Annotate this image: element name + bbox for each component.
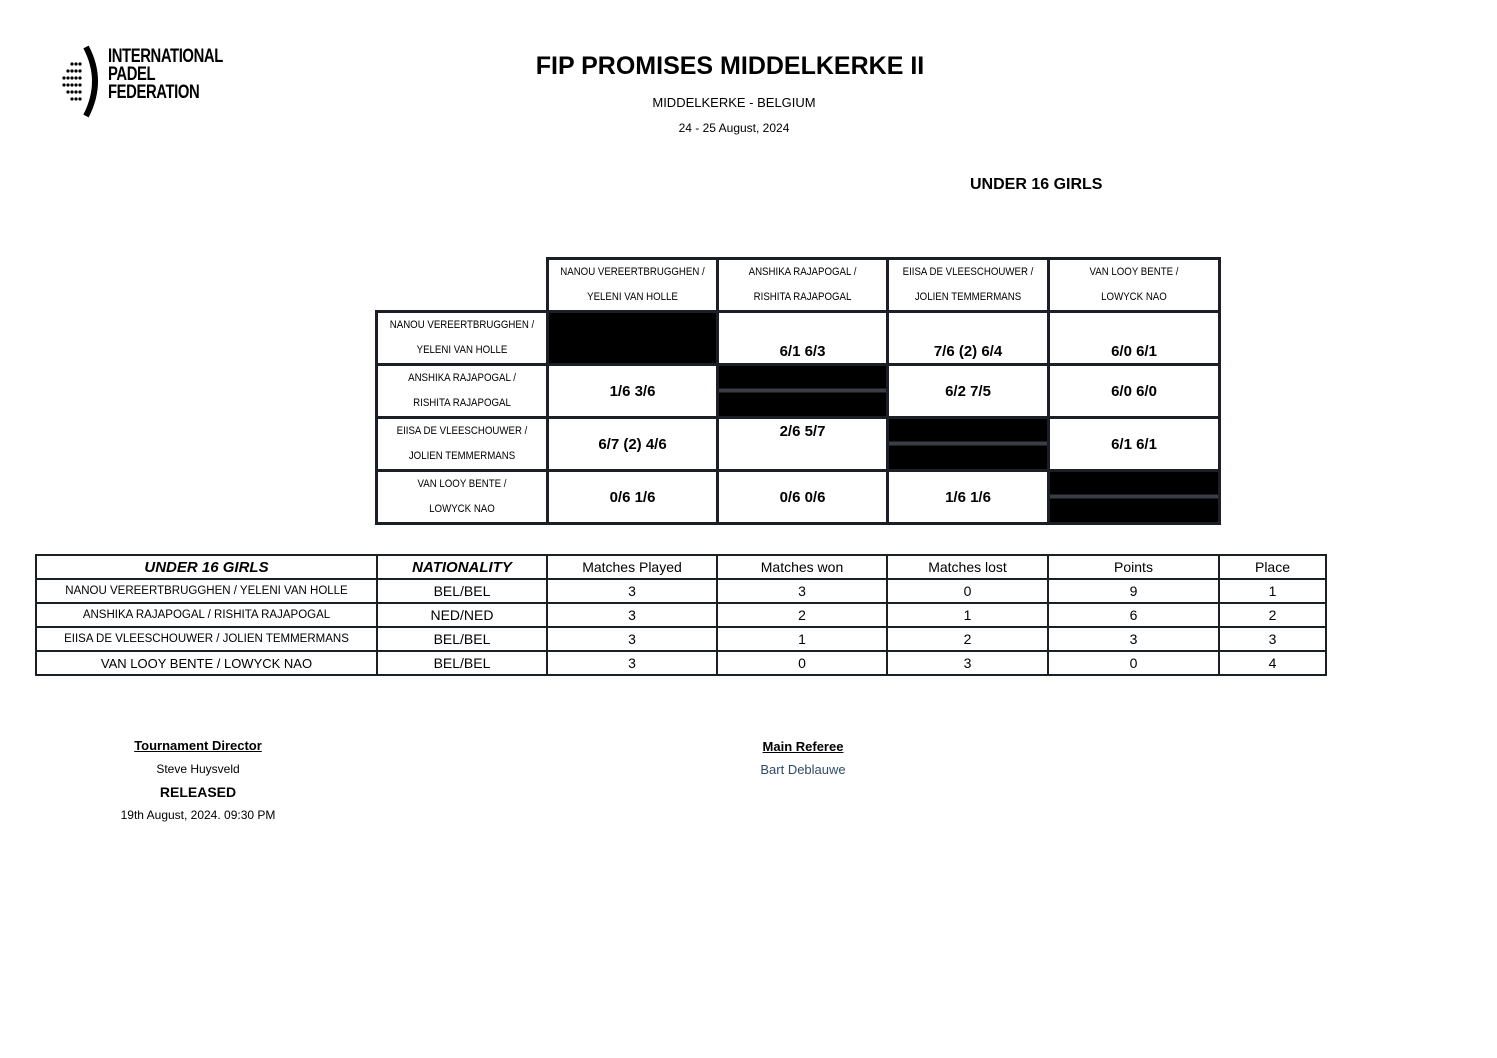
played-cell: 3 <box>547 579 717 603</box>
director-label: Tournament Director <box>134 738 262 753</box>
lost-cell: 0 <box>887 579 1048 603</box>
table-row <box>36 651 1326 675</box>
standings-header-row <box>36 555 1326 579</box>
standings-table <box>35 554 1327 676</box>
score-cell: 1/6 3/6 <box>548 365 718 418</box>
director-name: Steve Huysveld <box>156 762 240 776</box>
table-row <box>36 603 1326 627</box>
matrix-corner <box>377 259 548 312</box>
matrix-col-header <box>888 259 1049 312</box>
team-name-line: EIISA DE VLEESCHOUWER / <box>396 425 528 437</box>
score-cell: 6/1 6/1 <box>1049 418 1220 471</box>
nationality-cell: BEL/BEL <box>377 627 547 651</box>
nationality-cell: BEL/BEL <box>377 651 547 675</box>
logo-line: FEDERATION <box>108 82 200 103</box>
team-name-line: RISHITA RAJAPOGAL <box>753 291 852 303</box>
category-heading: UNDER 16 GIRLS <box>970 176 1103 193</box>
team-name-line: EIISA DE VLEESCHOUWER / <box>902 266 1034 278</box>
matrix-row-header <box>377 312 548 365</box>
lost-cell: 2 <box>887 627 1048 651</box>
results-matrix <box>375 257 1221 525</box>
played-cell: 3 <box>547 603 717 627</box>
column-header: Matches lost <box>887 555 1048 579</box>
matrix-row <box>377 471 1220 524</box>
score-cell: 7/6 (2) 6/4 <box>888 312 1049 365</box>
place-cell: 2 <box>1219 603 1326 627</box>
column-header: NATIONALITY <box>377 555 547 579</box>
points-cell: 9 <box>1048 579 1219 603</box>
score-cell: 6/2 7/5 <box>888 365 1049 418</box>
place-cell: 1 <box>1219 579 1326 603</box>
won-cell: 1 <box>717 627 887 651</box>
won-cell: 3 <box>717 579 887 603</box>
won-cell: 2 <box>717 603 887 627</box>
points-cell: 3 <box>1048 627 1219 651</box>
tournament-director-block <box>98 738 298 822</box>
score-cell: 6/1 6/3 <box>718 312 888 365</box>
matrix-diagonal-cell <box>718 365 888 418</box>
team-name-line: RISHITA RAJAPOGAL <box>413 397 511 409</box>
team-name-line: VAN LOOY BENTE / <box>417 478 507 490</box>
matrix-col-header <box>548 259 718 312</box>
logo-line: PADEL <box>108 64 156 85</box>
matrix-row-header <box>377 471 548 524</box>
matrix-row <box>377 365 1220 418</box>
team-name-line: LOWYCK NAO <box>1101 291 1167 303</box>
main-referee-block <box>703 739 903 777</box>
score-cell: 0/6 1/6 <box>548 471 718 524</box>
team-cell: ANSHIKA RAJAPOGAL / RISHITA RAJAPOGAL <box>36 603 377 627</box>
matrix-col-header <box>1049 259 1220 312</box>
team-name-line: ANSHIKA RAJAPOGAL / <box>408 372 516 384</box>
team-cell: VAN LOOY BENTE / LOWYCK NAO <box>36 651 377 675</box>
team-name-line: VAN LOOY BENTE / <box>1089 266 1179 278</box>
released-label: RELEASED <box>159 784 237 800</box>
matrix-diagonal-cell <box>888 418 1049 471</box>
matrix-row-header <box>377 365 548 418</box>
team-cell: NANOU VEREERTBRUGGHEN / YELENI VAN HOLLE <box>36 579 377 603</box>
score-cell: 6/0 6/1 <box>1049 312 1220 365</box>
team-name-line: YELENI VAN HOLLE <box>416 344 508 356</box>
place-cell: 4 <box>1219 651 1326 675</box>
column-header: Matches won <box>717 555 887 579</box>
table-row <box>36 579 1326 603</box>
nationality-cell: NED/NED <box>377 603 547 627</box>
tournament-title: FIP PROMISES MIDDELKERKE II <box>535 52 925 80</box>
lost-cell: 3 <box>887 651 1048 675</box>
score-cell: 6/7 (2) 4/6 <box>548 418 718 471</box>
team-name-line: ANSHIKA RAJAPOGAL / <box>748 266 857 278</box>
nationality-cell: BEL/BEL <box>377 579 547 603</box>
matrix-row-header <box>377 418 548 471</box>
score-cell: 6/0 6/0 <box>1049 365 1220 418</box>
matrix-header-row <box>377 259 1220 312</box>
matrix-row <box>377 312 1220 365</box>
score-cell: 0/6 0/6 <box>718 471 888 524</box>
lost-cell: 1 <box>887 603 1048 627</box>
column-header: Matches Played <box>547 555 717 579</box>
points-cell: 6 <box>1048 603 1219 627</box>
matrix-row <box>377 418 1220 471</box>
team-name-line: NANOU VEREERTBRUGGHEN / <box>389 319 535 331</box>
team-cell: EIISA DE VLEESCHOUWER / JOLIEN TEMMERMANS <box>36 627 377 651</box>
team-name-line: YELENI VAN HOLLE <box>587 291 678 303</box>
matrix-diagonal-cell <box>1049 471 1220 524</box>
played-cell: 3 <box>547 651 717 675</box>
column-header: UNDER 16 GIRLS <box>36 555 377 579</box>
played-cell: 3 <box>547 627 717 651</box>
score-cell: 1/6 1/6 <box>888 471 1049 524</box>
column-header: Points <box>1048 555 1219 579</box>
tournament-dates: 24 - 25 August, 2024 <box>678 121 790 135</box>
score-cell: 2/6 5/7 <box>718 418 888 471</box>
team-name-line: LOWYCK NAO <box>429 503 495 515</box>
referee-label: Main Referee <box>762 739 844 754</box>
logo-line: INTERNATIONAL <box>108 46 223 67</box>
referee-name: Bart Deblauwe <box>760 762 846 777</box>
table-row <box>36 627 1326 651</box>
place-cell: 3 <box>1219 627 1326 651</box>
team-name-line: NANOU VEREERTBRUGGHEN / <box>560 266 705 278</box>
won-cell: 0 <box>717 651 887 675</box>
team-name-line: JOLIEN TEMMERMANS <box>914 291 1022 303</box>
tournament-location: MIDDELKERKE - BELGIUM <box>652 95 816 110</box>
column-header: Place <box>1219 555 1326 579</box>
matrix-col-header <box>718 259 888 312</box>
matrix-diagonal-cell <box>548 312 718 365</box>
released-date: 19th August, 2024. 09:30 PM <box>120 808 276 822</box>
points-cell: 0 <box>1048 651 1219 675</box>
team-name-line: JOLIEN TEMMERMANS <box>408 450 516 462</box>
